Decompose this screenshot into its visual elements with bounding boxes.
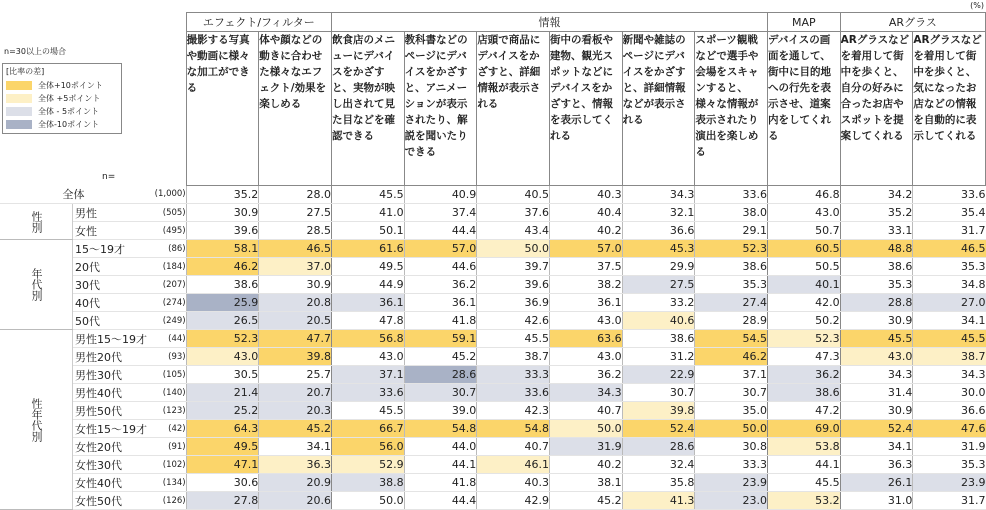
legend-swatch	[6, 107, 32, 116]
value-cell: 47.3	[768, 348, 841, 366]
value-cell: 35.2	[840, 204, 913, 222]
value-cell: 47.6	[913, 420, 986, 438]
legend-label: 全体 +5ポイント	[38, 94, 101, 103]
value-cell: 44.1	[404, 456, 477, 474]
row-label: 女性30代	[73, 456, 148, 474]
legend-swatch	[6, 94, 32, 103]
sample-size: (42)	[147, 420, 186, 438]
sample-size: (184)	[147, 258, 186, 276]
value-cell: 36.2	[549, 366, 622, 384]
value-cell: 56.8	[331, 330, 404, 348]
value-cell: 27.8	[186, 492, 259, 510]
value-cell: 34.3	[549, 384, 622, 402]
value-cell: 45.5	[768, 474, 841, 492]
value-cell: 34.2	[840, 186, 913, 204]
value-cell: 38.7	[477, 348, 550, 366]
question-header: 街中の看板や建物、観光スポットなどにデバイスをかざすと、情報を表示してくれる	[549, 32, 622, 186]
value-cell: 34.1	[913, 312, 986, 330]
row-label: 男性40代	[73, 384, 148, 402]
value-cell: 40.7	[549, 402, 622, 420]
value-cell: 47.1	[186, 456, 259, 474]
value-cell: 25.9	[186, 294, 259, 312]
value-cell: 34.3	[913, 366, 986, 384]
value-cell: 23.0	[695, 492, 768, 510]
value-cell: 52.4	[622, 420, 695, 438]
value-cell: 44.6	[404, 258, 477, 276]
sample-size: (505)	[147, 204, 186, 222]
sample-size: (207)	[147, 276, 186, 294]
value-cell: 23.9	[695, 474, 768, 492]
value-cell: 37.4	[404, 204, 477, 222]
value-cell: 27.4	[695, 294, 768, 312]
value-cell: 46.5	[913, 240, 986, 258]
sample-size: (495)	[147, 222, 186, 240]
table-row	[0, 348, 986, 366]
question-header: デバイスの画面を通して、街中に目的地への行先を表示させ、道案内をしてくれる	[768, 32, 841, 186]
value-cell: 47.2	[768, 402, 841, 420]
value-cell: 53.2	[768, 492, 841, 510]
row-label: 15～19才	[73, 240, 148, 258]
value-cell: 49.5	[186, 438, 259, 456]
row-label: 男性	[73, 204, 148, 222]
unit-note: (%)	[970, 1, 984, 10]
legend-swatch	[6, 120, 32, 129]
sample-size: (86)	[147, 240, 186, 258]
value-cell: 31.7	[913, 222, 986, 240]
legend-title: [比率の差]	[6, 67, 45, 76]
value-cell: 33.3	[695, 456, 768, 474]
value-cell: 45.2	[259, 420, 332, 438]
value-cell: 28.8	[840, 294, 913, 312]
value-cell: 50.0	[331, 492, 404, 510]
value-cell: 40.6	[622, 312, 695, 330]
table-row	[0, 438, 986, 456]
row-label: 20代	[73, 258, 148, 276]
value-cell: 40.3	[477, 474, 550, 492]
value-cell: 28.6	[404, 366, 477, 384]
value-cell: 45.2	[404, 348, 477, 366]
value-cell: 30.7	[695, 384, 768, 402]
value-cell: 38.1	[549, 474, 622, 492]
value-cell: 47.8	[331, 312, 404, 330]
value-cell: 47.7	[259, 330, 332, 348]
sample-size: (102)	[147, 456, 186, 474]
value-cell: 38.6	[186, 276, 259, 294]
sample-size: (140)	[147, 384, 186, 402]
value-cell: 27.5	[622, 276, 695, 294]
value-cell: 20.5	[259, 312, 332, 330]
value-cell: 46.2	[186, 258, 259, 276]
value-cell: 33.6	[477, 384, 550, 402]
value-cell: 54.8	[477, 420, 550, 438]
value-cell: 33.6	[695, 186, 768, 204]
value-cell: 44.4	[404, 492, 477, 510]
legend-items	[6, 79, 118, 131]
table-row	[0, 258, 986, 276]
value-cell: 31.0	[840, 492, 913, 510]
value-cell: 59.1	[404, 330, 477, 348]
value-cell: 28.9	[695, 312, 768, 330]
value-cell: 34.3	[622, 186, 695, 204]
value-cell: 69.0	[768, 420, 841, 438]
value-cell: 36.1	[404, 294, 477, 312]
value-cell: 43.0	[840, 348, 913, 366]
value-cell: 39.0	[404, 402, 477, 420]
group-header-row	[0, 13, 986, 32]
value-cell: 58.1	[186, 240, 259, 258]
value-cell: 41.8	[404, 312, 477, 330]
value-cell: 38.0	[695, 204, 768, 222]
value-cell: 52.3	[186, 330, 259, 348]
value-cell: 34.1	[840, 438, 913, 456]
legend-item	[6, 92, 118, 105]
value-cell: 38.6	[840, 258, 913, 276]
value-cell: 41.3	[622, 492, 695, 510]
group-header: MAP	[768, 13, 841, 32]
value-cell: 33.6	[913, 186, 986, 204]
value-cell: 40.5	[477, 186, 550, 204]
value-cell: 42.0	[768, 294, 841, 312]
value-cell: 38.8	[331, 474, 404, 492]
value-cell: 37.1	[331, 366, 404, 384]
value-cell: 40.9	[404, 186, 477, 204]
value-cell: 40.2	[549, 222, 622, 240]
legend-label: 全体+10ポイント	[38, 81, 103, 90]
sample-size: (249)	[147, 312, 186, 330]
row-label: 男性30代	[73, 366, 148, 384]
table-row	[0, 204, 986, 222]
table-row	[0, 240, 986, 258]
value-cell: 25.2	[186, 402, 259, 420]
value-cell: 64.3	[186, 420, 259, 438]
row-label: 男性20代	[73, 348, 148, 366]
value-cell: 44.4	[404, 222, 477, 240]
value-cell: 35.3	[695, 276, 768, 294]
question-header: 飲食店のメニューにデバイスをかざすと、実物が映し出されて見た目などを確認できる	[331, 32, 404, 186]
table-row	[0, 276, 986, 294]
value-cell: 29.9	[622, 258, 695, 276]
section-label: 年代別	[0, 240, 73, 330]
value-cell: 52.3	[768, 330, 841, 348]
value-cell: 35.3	[913, 456, 986, 474]
value-cell: 30.9	[259, 276, 332, 294]
value-cell: 66.7	[331, 420, 404, 438]
value-cell: 48.8	[840, 240, 913, 258]
value-cell: 33.1	[840, 222, 913, 240]
value-cell: 36.9	[477, 294, 550, 312]
value-cell: 45.5	[331, 402, 404, 420]
value-cell: 50.0	[477, 240, 550, 258]
table-row	[0, 186, 986, 204]
value-cell: 56.0	[331, 438, 404, 456]
legend-item	[6, 105, 118, 118]
value-cell: 36.6	[622, 222, 695, 240]
question-header: ARグラスなどを着用して街中を歩くと、自分の好みに合ったお店やスポットを提案してくれる	[840, 32, 913, 186]
value-cell: 39.8	[622, 402, 695, 420]
value-cell: 20.9	[259, 474, 332, 492]
value-cell: 43.0	[549, 348, 622, 366]
value-cell: 38.7	[913, 348, 986, 366]
value-cell: 28.6	[622, 438, 695, 456]
value-cell: 45.2	[549, 492, 622, 510]
value-cell: 33.6	[331, 384, 404, 402]
value-cell: 26.1	[840, 474, 913, 492]
value-cell: 32.4	[622, 456, 695, 474]
question-header: 店頭で商品にデバイスをかざすと、詳細情報が表示される	[477, 32, 550, 186]
value-cell: 39.6	[477, 276, 550, 294]
value-cell: 42.6	[477, 312, 550, 330]
value-cell: 50.1	[331, 222, 404, 240]
value-cell: 30.9	[186, 204, 259, 222]
value-cell: 57.0	[549, 240, 622, 258]
value-cell: 35.0	[695, 402, 768, 420]
value-cell: 34.1	[259, 438, 332, 456]
value-cell: 50.0	[695, 420, 768, 438]
section-label: 性別	[0, 204, 73, 240]
legend	[2, 63, 122, 134]
value-cell: 45.5	[840, 330, 913, 348]
value-cell: 43.0	[549, 312, 622, 330]
value-cell: 45.5	[477, 330, 550, 348]
value-cell: 33.2	[622, 294, 695, 312]
sample-size: (93)	[147, 348, 186, 366]
value-cell: 34.3	[840, 366, 913, 384]
value-cell: 25.7	[259, 366, 332, 384]
value-cell: 36.3	[840, 456, 913, 474]
group-header: ARグラス	[840, 13, 985, 32]
value-cell: 37.0	[259, 258, 332, 276]
value-cell: 43.0	[186, 348, 259, 366]
value-cell: 29.1	[695, 222, 768, 240]
value-cell: 50.7	[768, 222, 841, 240]
row-label: 女性40代	[73, 474, 148, 492]
value-cell: 46.1	[477, 456, 550, 474]
row-label: 40代	[73, 294, 148, 312]
value-cell: 30.9	[840, 402, 913, 420]
corner-cell	[0, 13, 186, 32]
value-cell: 36.6	[913, 402, 986, 420]
value-cell: 20.7	[259, 384, 332, 402]
value-cell: 63.6	[549, 330, 622, 348]
value-cell: 54.5	[695, 330, 768, 348]
table-row	[0, 222, 986, 240]
row-label: 女性50代	[73, 492, 148, 510]
value-cell: 49.5	[331, 258, 404, 276]
question-header: 教科書などのページにデバイスをかざすと、アニメーションが表示されたり、解説を聞いたりできる	[404, 32, 477, 186]
value-cell: 57.0	[404, 240, 477, 258]
sample-size: (105)	[147, 366, 186, 384]
question-header: 撮影する写真や動画に様々な加工ができる	[186, 32, 259, 186]
value-cell: 28.5	[259, 222, 332, 240]
value-cell: 30.7	[404, 384, 477, 402]
legend-item	[6, 79, 118, 92]
value-cell: 39.8	[259, 348, 332, 366]
question-header: ARグラスなどを着用して街中を歩くと、気になったお店などの情報を自動的に表示してくれる	[913, 32, 986, 186]
value-cell: 34.8	[913, 276, 986, 294]
sample-size: (91)	[147, 438, 186, 456]
sample-size: (126)	[147, 492, 186, 510]
value-cell: 36.3	[259, 456, 332, 474]
value-cell: 38.6	[768, 384, 841, 402]
group-header: 情報	[331, 13, 767, 32]
value-cell: 40.4	[549, 204, 622, 222]
value-cell: 50.5	[768, 258, 841, 276]
question-header: 新聞や雑誌のページにデバイスをかざすと、詳細情報などが表示される	[622, 32, 695, 186]
table-row	[0, 456, 986, 474]
legend-label: 全体-10ポイント	[38, 120, 100, 129]
value-cell: 46.5	[259, 240, 332, 258]
question-header-row	[0, 32, 986, 186]
legend-label: 全体 - 5ポイント	[38, 107, 100, 116]
value-cell: 30.9	[840, 312, 913, 330]
value-cell: 30.6	[186, 474, 259, 492]
row-label: 女性15～19才	[73, 420, 148, 438]
value-cell: 35.3	[840, 276, 913, 294]
value-cell: 31.9	[549, 438, 622, 456]
value-cell: 43.4	[477, 222, 550, 240]
value-cell: 30.5	[186, 366, 259, 384]
question-header: 体や顔などの動きに合わせた様々なエフェクト/効果を楽しめる	[259, 32, 332, 186]
table-row	[0, 402, 986, 420]
value-cell: 52.3	[695, 240, 768, 258]
value-cell: 45.5	[331, 186, 404, 204]
value-cell: 33.3	[477, 366, 550, 384]
value-cell: 20.6	[259, 492, 332, 510]
question-header: スポーツ観戦などで選手や会場をスキャンすると、様々な情報が表示されたり演出を楽しめる	[695, 32, 768, 186]
value-cell: 40.2	[549, 456, 622, 474]
n-label: n=	[102, 172, 116, 182]
value-cell: 21.4	[186, 384, 259, 402]
table-row	[0, 366, 986, 384]
value-cell: 44.1	[768, 456, 841, 474]
row-label: 女性20代	[73, 438, 148, 456]
value-cell: 35.8	[622, 474, 695, 492]
value-cell: 28.0	[259, 186, 332, 204]
table-row	[0, 420, 986, 438]
value-cell: 30.8	[695, 438, 768, 456]
value-cell: 32.1	[622, 204, 695, 222]
value-cell: 45.5	[913, 330, 986, 348]
value-cell: 60.5	[768, 240, 841, 258]
row-label: 30代	[73, 276, 148, 294]
value-cell: 26.5	[186, 312, 259, 330]
value-cell: 31.4	[840, 384, 913, 402]
value-cell: 20.3	[259, 402, 332, 420]
table-row	[0, 330, 986, 348]
value-cell: 31.2	[622, 348, 695, 366]
value-cell: 35.2	[186, 186, 259, 204]
value-cell: 22.9	[622, 366, 695, 384]
value-cell: 38.6	[622, 330, 695, 348]
value-cell: 36.2	[404, 276, 477, 294]
table-row	[0, 474, 986, 492]
value-cell: 23.9	[913, 474, 986, 492]
value-cell: 31.9	[913, 438, 986, 456]
sample-size: (1,000)	[147, 186, 186, 204]
value-cell: 30.0	[913, 384, 986, 402]
value-cell: 37.6	[477, 204, 550, 222]
value-cell: 38.6	[695, 258, 768, 276]
value-cell: 35.3	[913, 258, 986, 276]
value-cell: 53.8	[768, 438, 841, 456]
value-cell: 37.5	[549, 258, 622, 276]
value-cell: 41.8	[404, 474, 477, 492]
table-row	[0, 294, 986, 312]
value-cell: 52.4	[840, 420, 913, 438]
value-cell: 42.9	[477, 492, 550, 510]
value-cell: 35.4	[913, 204, 986, 222]
value-cell: 45.3	[622, 240, 695, 258]
table-row	[0, 384, 986, 402]
table-body	[0, 186, 986, 510]
section-label: 性年代別	[0, 330, 73, 510]
value-cell: 36.1	[549, 294, 622, 312]
value-cell: 42.3	[477, 402, 550, 420]
value-cell: 43.0	[768, 204, 841, 222]
value-cell: 46.8	[768, 186, 841, 204]
value-cell: 54.8	[404, 420, 477, 438]
row-label: 50代	[73, 312, 148, 330]
value-cell: 27.5	[259, 204, 332, 222]
value-cell: 50.0	[549, 420, 622, 438]
legend-item	[6, 118, 118, 131]
row-label: 全体	[0, 186, 147, 204]
threshold-note: n=30以上の場合	[4, 47, 66, 56]
row-label: 男性15～19才	[73, 330, 148, 348]
value-cell: 31.7	[913, 492, 986, 510]
row-label: 女性	[73, 222, 148, 240]
legend-swatch	[6, 81, 32, 90]
sample-size: (123)	[147, 402, 186, 420]
value-cell: 37.1	[695, 366, 768, 384]
value-cell: 38.2	[549, 276, 622, 294]
row-label: 男性50代	[73, 402, 148, 420]
table-row	[0, 312, 986, 330]
value-cell: 44.9	[331, 276, 404, 294]
group-header: エフェクト/フィルター	[186, 13, 331, 32]
value-cell: 40.3	[549, 186, 622, 204]
value-cell: 30.7	[622, 384, 695, 402]
value-cell: 41.0	[331, 204, 404, 222]
sample-size: (134)	[147, 474, 186, 492]
sample-size: (274)	[147, 294, 186, 312]
value-cell: 36.2	[768, 366, 841, 384]
value-cell: 50.2	[768, 312, 841, 330]
value-cell: 43.0	[331, 348, 404, 366]
value-cell: 40.7	[477, 438, 550, 456]
value-cell: 52.9	[331, 456, 404, 474]
value-cell: 46.2	[695, 348, 768, 366]
value-cell: 39.7	[477, 258, 550, 276]
value-cell: 44.0	[404, 438, 477, 456]
value-cell: 20.8	[259, 294, 332, 312]
value-cell: 27.0	[913, 294, 986, 312]
crosstab-table	[0, 12, 986, 510]
value-cell: 40.1	[768, 276, 841, 294]
value-cell: 61.6	[331, 240, 404, 258]
value-cell: 36.1	[331, 294, 404, 312]
sample-size: (44)	[147, 330, 186, 348]
value-cell: 39.6	[186, 222, 259, 240]
